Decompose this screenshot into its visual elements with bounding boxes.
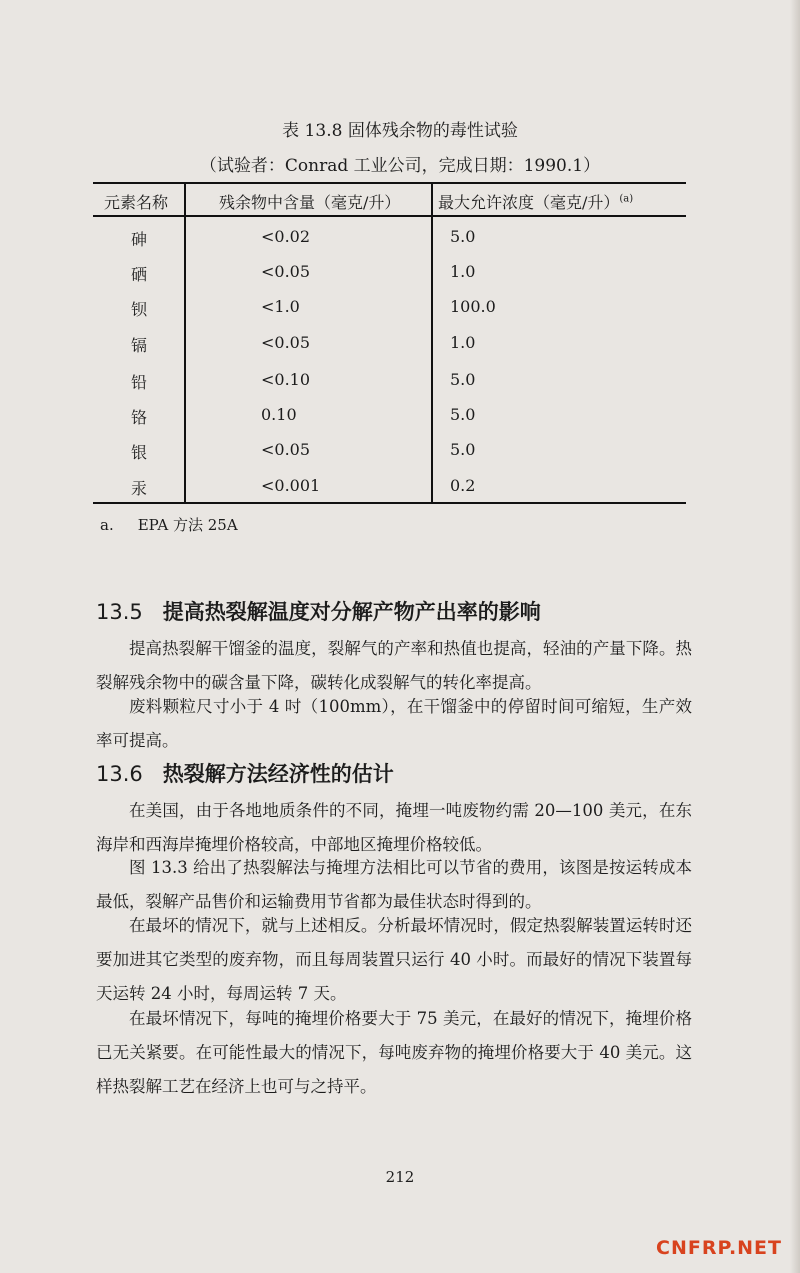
- section-title: 提高热裂解温度对分解产物产出率的影响: [162, 600, 541, 624]
- cell-content: <0.02: [261, 227, 311, 246]
- table-row: [93, 405, 686, 441]
- cell-content: <0.001: [261, 476, 321, 495]
- table-row: [93, 476, 686, 512]
- cell-content: <0.05: [261, 333, 311, 352]
- cell-max: 1.0: [450, 333, 476, 352]
- paragraph: 在最坏情况下，每吨的掩埋价格要大于 75 美元，在最好的情况下，掩埋价格已无关紧要。在可能性最大的情况下，每吨废弃物的掩埋价格要大于 40 美元。这样热裂解工艺在经济上也可与之持平。: [96, 1009, 692, 1096]
- table-row: [93, 227, 686, 263]
- page-edge-shadow: [790, 0, 800, 1273]
- cell-max: 5.0: [450, 370, 476, 389]
- cell-max: 0.2: [450, 476, 476, 495]
- cell-element: 钡: [131, 300, 148, 319]
- table-row: [93, 262, 686, 298]
- cell-element: 镉: [131, 336, 148, 355]
- header-footnote-mark: (a): [619, 193, 634, 205]
- cell-element: 铅: [131, 373, 148, 392]
- footnote-label: a.: [100, 516, 114, 534]
- cell-max: 1.0: [450, 262, 476, 281]
- table-footnote: [100, 514, 238, 535]
- cell-element: 硒: [131, 265, 148, 284]
- section-number: 13.5: [96, 600, 143, 624]
- cell-content: <1.0: [261, 297, 300, 316]
- section-heading-13-5: [96, 596, 541, 626]
- table-row: [93, 440, 686, 476]
- header-element: 元素名称: [104, 193, 169, 212]
- cell-max: 5.0: [450, 440, 476, 459]
- paragraph: 在最坏的情况下，就与上述相反。分析最坏情况时，假定热裂解装置运转时还要加进其它类型的废弃物，而且每周装置只运行 40 小时。而最好的情况下装置每天运转 24 小时，每周运转 7 天。: [96, 916, 692, 1003]
- cell-content: <0.05: [261, 440, 311, 459]
- footnote-text: EPA 方法 25A: [137, 516, 238, 534]
- table-title: 表 13.8 固体残余物的毒性试验: [282, 121, 518, 141]
- table-top-rule: [93, 182, 686, 184]
- paragraph: 图 13.3 给出了热裂解法与掩埋方法相比可以节省的费用，该图是按运转成本最低，裂解产品售价和运输费用节省都为最佳状态时得到的。: [96, 858, 692, 911]
- header-content: 残余物中含量（毫克/升）: [219, 193, 401, 212]
- section-number: 13.6: [96, 762, 143, 786]
- cell-max: 5.0: [450, 405, 476, 424]
- cell-element: 汞: [131, 479, 148, 498]
- table-row: [93, 297, 686, 333]
- cell-max: 100.0: [450, 297, 496, 316]
- cell-element: 铬: [131, 408, 148, 427]
- table-subtitle: （试验者：Conrad 工业公司，完成日期：1990.1）: [199, 156, 601, 176]
- table-header-rule: [93, 215, 686, 217]
- cell-content: <0.05: [261, 262, 311, 281]
- section-heading-13-6: [96, 758, 394, 788]
- header-max-label: 最大允许浓度（毫克/升）: [438, 193, 620, 212]
- header-max-concentration: [438, 190, 633, 213]
- section-title: 热裂解方法经济性的估计: [162, 762, 394, 786]
- cell-element: 银: [131, 443, 148, 462]
- page-number: 212: [385, 1168, 415, 1186]
- table-row: [93, 333, 686, 369]
- cell-content: <0.10: [261, 370, 311, 389]
- site-watermark: CNFRP.NET: [656, 1237, 782, 1259]
- paragraph: 在美国，由于各地地质条件的不同，掩埋一吨废物约需 20—100 美元，在东海岸和西海岸掩埋价格较高，中部地区掩埋价格较低。: [96, 801, 692, 854]
- cell-content: 0.10: [261, 405, 297, 424]
- cell-max: 5.0: [450, 227, 476, 246]
- table-row: [93, 370, 686, 406]
- cell-element: 砷: [131, 230, 148, 249]
- paragraph: 废料颗粒尺寸小于 4 吋（100mm），在干馏釜中的停留时间可缩短，生产效率可提高。: [96, 697, 692, 750]
- paragraph: 提高热裂解干馏釜的温度，裂解气的产率和热值也提高，轻油的产量下降。热裂解残余物中的碳含量下降，碳转化成裂解气的转化率提高。: [96, 639, 692, 692]
